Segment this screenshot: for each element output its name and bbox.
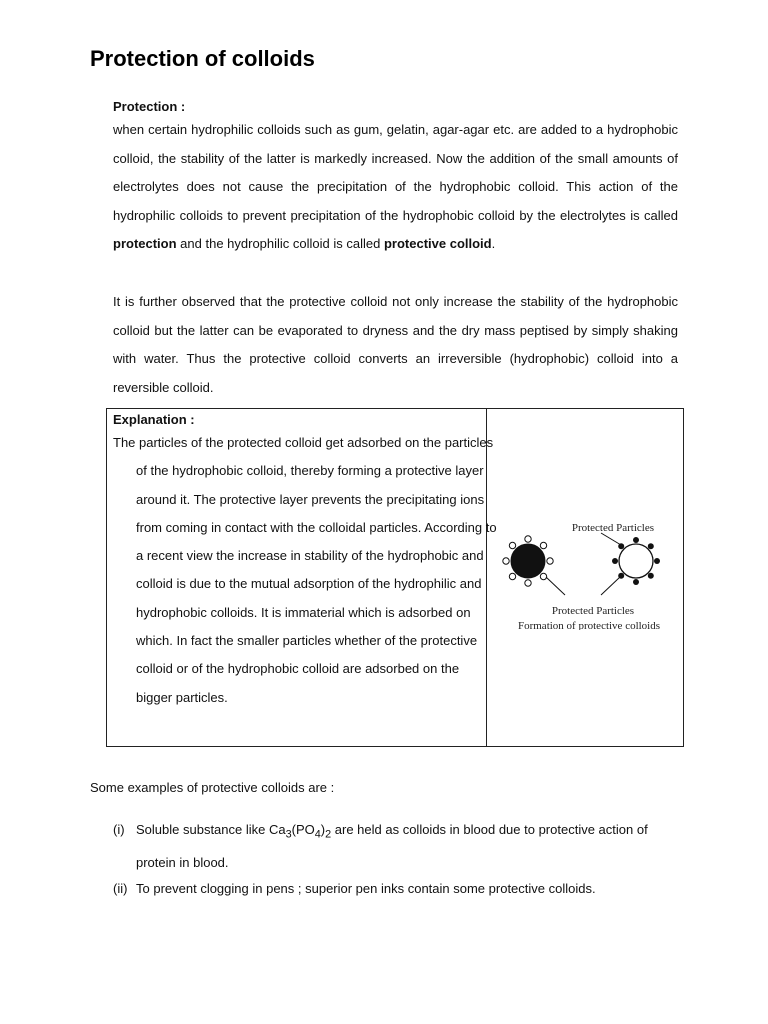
figure-caption: Formation of protective colloids [517, 620, 661, 630]
example-number-1: (i) [113, 822, 125, 837]
protection-text: when certain hydrophilic colloids such as gum, gelatin, agar-agar etc. are added to a hydrophobic colloid, the stability of the latter is markedly increased. Now the addition of the small amounts of electrolytes does not cause the precipitation of the hydrophobic colloid. This action of the hydrophilic colloids to prevent precipitation of the hydrophobic colloid by the electrolytes is called [113, 122, 678, 223]
example-item-1 [113, 816, 678, 878]
example-item-2 [113, 875, 678, 904]
leader-line-left [546, 577, 565, 595]
protective-colloid-term: protective colloid [383, 236, 492, 251]
leader-line-top [601, 533, 621, 545]
protective-colloid-diagram [493, 505, 679, 630]
label-protected-particles-top: Protected Particles [571, 522, 654, 534]
protection-label: Protection : [113, 99, 186, 114]
label-protected-particles-bottom: Protected Particles [551, 605, 635, 617]
example-text-2: To prevent clogging in pens ; superior pen inks contain some protective colloids. [136, 881, 596, 896]
explanation-label: Explanation : [113, 412, 195, 427]
stability-paragraph: It is further observed that the protective colloid not only increase the stability of the hydrophobic colloid but the latter can be evaporated to dryness and the dry mass peptised by simply shaking with water. Thus the protective colloid converts an irreversible (hydrophobic) colloid into a reversible colloid. [113, 294, 678, 395]
example-text-1: Soluble substance like $Ca_3(PO_4)_2$ are held as colloids in blood due to protective action of protein in blood. [136, 822, 648, 871]
leader-line-right [601, 577, 620, 595]
protection-term: protection [113, 236, 177, 251]
explanation-text: The particles of the protected colloid get adsorbed on the particles of the hydrophobic colloid, thereby forming a protective layer around it. The protective layer prevents the precipitating ions from coming in contact with the colloidal particles. According to a recent view the increase in stability of the hydrophobic and colloid is due to the mutual adsorption of the hydrophilic and hydrophobic colloids. It is immaterial which is adsorbed on which. In fact the smaller particles whether of the protective colloid or of the hydrophobic colloid are adsorbed on the bigger particles. [113, 435, 497, 705]
example-number-2: (ii) [113, 881, 128, 896]
explanation-table [106, 408, 684, 747]
protection-text-cont: and the hydrophilic colloid is called [176, 236, 384, 251]
hydrophobic-particle-dark [503, 536, 553, 586]
protection-paragraph [113, 116, 678, 259]
page-title: Protection of colloids [90, 46, 315, 71]
protection-text-end: . [491, 236, 496, 251]
examples-intro: Some examples of protective colloids are : [90, 780, 335, 795]
